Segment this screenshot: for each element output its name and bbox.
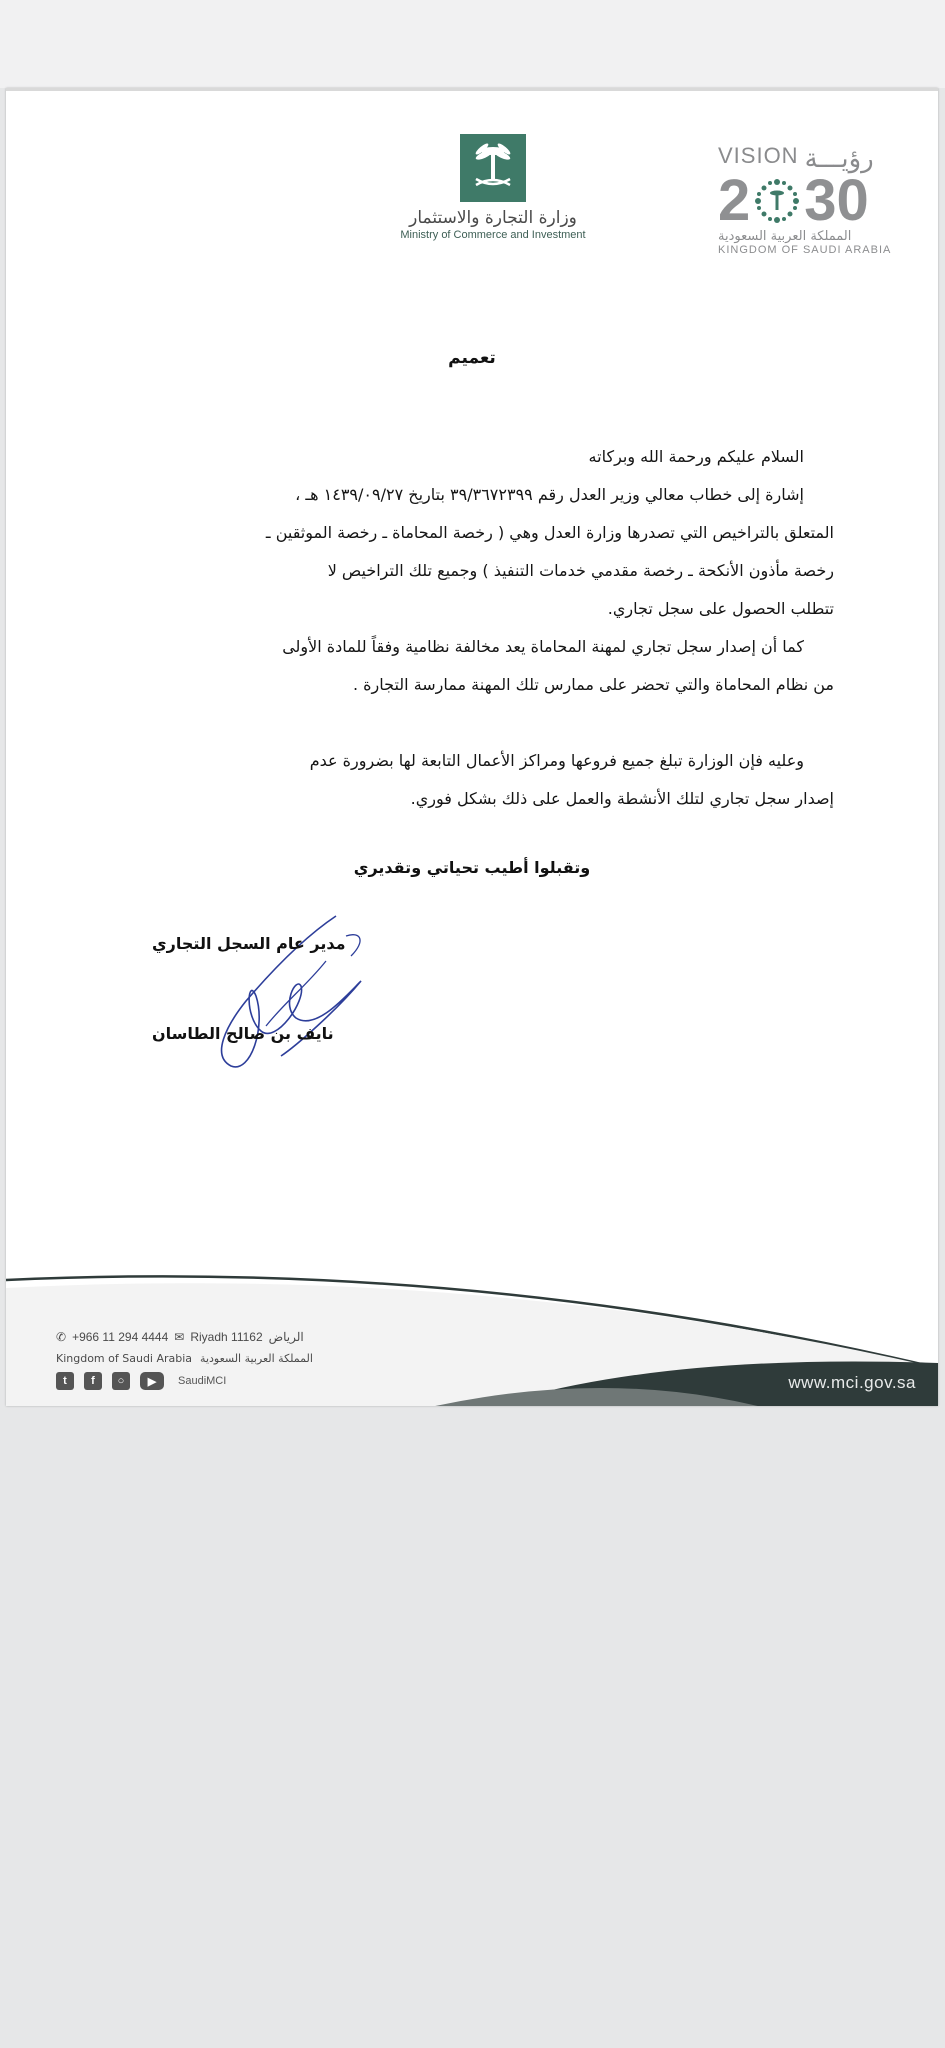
phone-icon: ✆: [56, 1330, 67, 1344]
page-edge: [6, 88, 938, 91]
greeting-line: السلام عليكم ورحمة الله وبركاته: [588, 447, 804, 466]
ministry-name-english: Ministry of Commerce and Investment: [400, 229, 586, 241]
ministry-logo: [358, 134, 628, 241]
signer-title: مدير عام السجل التجاري: [152, 934, 346, 953]
footer-social-links: [56, 1372, 226, 1390]
vision-year-left: 2: [718, 168, 751, 233]
vision-label-arabic: رؤيـــة: [804, 143, 874, 173]
signer-name: نايف بن صالح الطاسان: [152, 1024, 334, 1043]
postal-address-arabic: الرياض: [268, 1330, 304, 1344]
twitter-icon[interactable]: t: [56, 1372, 74, 1390]
website-link[interactable]: www.mci.gov.sa: [788, 1373, 916, 1392]
paragraph3-line: وعليه فإن الوزارة تبلغ جميع فروعها ومراكز الأعمال التابعة لها بضرورة عدم: [309, 751, 804, 770]
footer-contact: [56, 1330, 304, 1344]
paragraph1-line: المتعلق بالتراخيص التي تصدرها وزارة العدل وهي ( رخصة المحاماة ـ رخصة الموثقين ـ: [265, 523, 834, 542]
letter-title: تعميم: [448, 348, 496, 368]
handwritten-signature: [186, 906, 386, 1086]
ministry-name-arabic: وزارة التجارة والاستثمار: [409, 208, 577, 228]
paragraph3-line: إصدار سجل تجاري لتلك الأنشطة والعمل على ذلك بشكل فوري.: [410, 789, 834, 808]
vision-2030-logo: [718, 143, 918, 256]
kingdom-name-arabic: المملكة العربية السعودية: [718, 229, 852, 244]
postal-address: Riyadh 11162: [190, 1330, 263, 1344]
paragraph1-line: رخصة مأذون الأنكحة ـ رخصة مقدمي خدمات التنفيذ ) وجميع تلك التراخيص لا: [327, 561, 834, 580]
letter-body: [114, 438, 834, 818]
facebook-icon[interactable]: f: [84, 1372, 102, 1390]
footer-country: [56, 1352, 313, 1365]
top-band: [0, 0, 945, 88]
document-page: [6, 88, 938, 1406]
vision-label-english: VISION: [718, 143, 799, 168]
country-arabic: المملكة العربية السعودية: [200, 1352, 313, 1365]
vision-year-right: 30: [804, 168, 869, 233]
kingdom-name-english: KINGDOM OF SAUDI ARABIA: [718, 244, 892, 256]
paragraph1-line: تتطلب الحصول على سجل تجاري.: [607, 599, 834, 618]
youtube-icon[interactable]: ▶: [140, 1372, 164, 1390]
country-english: Kingdom of Saudi Arabia: [56, 1352, 193, 1365]
instagram-icon[interactable]: ○: [112, 1372, 130, 1390]
phone-number: +966 11 294 4444: [72, 1330, 169, 1344]
social-handle: SaudiMCI: [178, 1375, 227, 1387]
palm-swords-emblem-icon: [460, 134, 526, 202]
closing-line: وتقبلوا أطيب تحياتي وتقديري: [353, 858, 591, 877]
paragraph2-line: كما أن إصدار سجل تجاري لمهنة المحاماة يعد مخالفة نظامية وفقاً للمادة الأولى: [282, 637, 804, 656]
paragraph2-line: من نظام المحاماة والتي تحضر على ممارس تلك المهنة ممارسة التجارة .: [352, 675, 834, 694]
paragraph1-line: إشارة إلى خطاب معالي وزير العدل رقم ٣٩/٣٦٧٢٣٩٩ بتاريخ ١٤٣٩/٠٩/٢٧ هـ ،: [295, 485, 804, 504]
vision-emblem-icon: [750, 174, 804, 228]
mail-icon: ✉: [174, 1330, 185, 1344]
